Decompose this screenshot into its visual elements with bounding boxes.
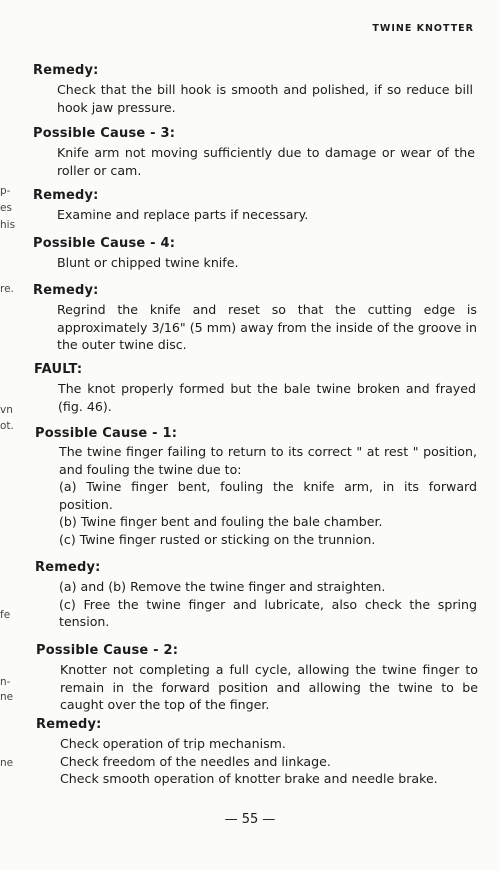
section-heading: FAULT: — [34, 362, 83, 377]
section-body — [57, 254, 473, 272]
section-heading: Possible Cause - 2: — [36, 643, 179, 658]
gutter-fragment: ne — [0, 757, 14, 769]
gutter-fragment: re. — [0, 283, 14, 295]
paragraph: Check freedom of the needles and linkage. — [60, 753, 331, 769]
remedy-section — [33, 283, 477, 354]
section-heading: Remedy: — [33, 283, 99, 298]
possible-cause-section — [33, 236, 473, 272]
remedy-section — [36, 717, 478, 788]
paragraph: (c) Free the twine finger and lubricate, also check the spring tension. — [59, 596, 477, 629]
possible-cause-section — [35, 426, 477, 548]
running-head: TWINE KNOTTER — [372, 23, 474, 34]
paragraph: The knot properly formed but the bale twine broken and frayed (fig. 46). — [58, 381, 476, 414]
section-body — [59, 443, 477, 548]
section-heading: Remedy: — [35, 560, 101, 575]
remedy-section — [35, 560, 477, 631]
gutter-fragment: ne — [0, 691, 14, 703]
section-heading: Possible Cause - 4: — [33, 236, 176, 251]
list-item: (c) Twine finger rusted or sticking on the trunnion. — [59, 531, 376, 547]
paragraph: The twine finger failing to return to its correct " at rest " position, and fouling the twine due to: — [59, 444, 477, 477]
section-heading: Remedy: — [33, 63, 99, 78]
gutter-fragment: vn — [0, 404, 13, 416]
section-heading: Remedy: — [36, 717, 102, 732]
section-body — [57, 206, 473, 224]
section-body — [60, 661, 478, 714]
section-body — [57, 81, 473, 116]
possible-cause-section — [36, 643, 478, 714]
fault-section — [34, 362, 476, 415]
paragraph: Blunt or chipped twine knife. — [57, 255, 239, 270]
section-heading: Remedy: — [33, 188, 99, 203]
paragraph: Knife arm not moving sufficiently due to damage or wear of the roller or cam. — [57, 145, 475, 178]
section-body — [59, 578, 477, 631]
gutter-fragment: ot. — [0, 420, 14, 432]
section-heading: Possible Cause - 1: — [35, 426, 178, 441]
section-heading: Possible Cause - 3: — [33, 126, 176, 141]
remedy-section — [33, 188, 473, 224]
gutter-fragment: es — [0, 202, 12, 214]
facing-page-gutter — [0, 0, 14, 871]
section-body — [60, 735, 478, 788]
list-item: (a) Twine finger bent, fouling the knife arm, in its forward position. — [59, 479, 477, 512]
page-number: — 55 — — [224, 812, 276, 827]
gutter-fragment: his — [0, 219, 16, 231]
paragraph: Check that the bill hook is smooth and polished, if so reduce bill hook jaw pressure. — [57, 82, 473, 115]
possible-cause-section — [33, 126, 475, 179]
list-item: (b) Twine finger bent and fouling the bale chamber. — [59, 514, 383, 529]
paragraph: Check smooth operation of knotter brake and needle brake. — [60, 771, 438, 786]
paragraph: Regrind the knife and reset so that the cutting edge is approximately 3/16" (5 mm) away from the inside of the groove in the outer twine disc. — [57, 302, 477, 352]
gutter-fragment: n- — [0, 676, 11, 688]
section-body — [58, 380, 476, 415]
gutter-fragment: fe — [0, 609, 11, 621]
gutter-fragment: p- — [0, 185, 11, 197]
paragraph: Check operation of trip mechanism. — [60, 736, 286, 751]
paragraph: Knotter not completing a full cycle, allowing the twine finger to remain in the forward position and allowing the twine to be caught over the top of the finger. — [60, 662, 478, 712]
paragraph: Examine and replace parts if necessary. — [57, 207, 309, 222]
section-body — [57, 301, 477, 354]
section-body — [57, 144, 475, 179]
remedy-section — [33, 63, 473, 116]
paragraph: (a) and (b) Remove the twine finger and straighten. — [59, 579, 386, 594]
